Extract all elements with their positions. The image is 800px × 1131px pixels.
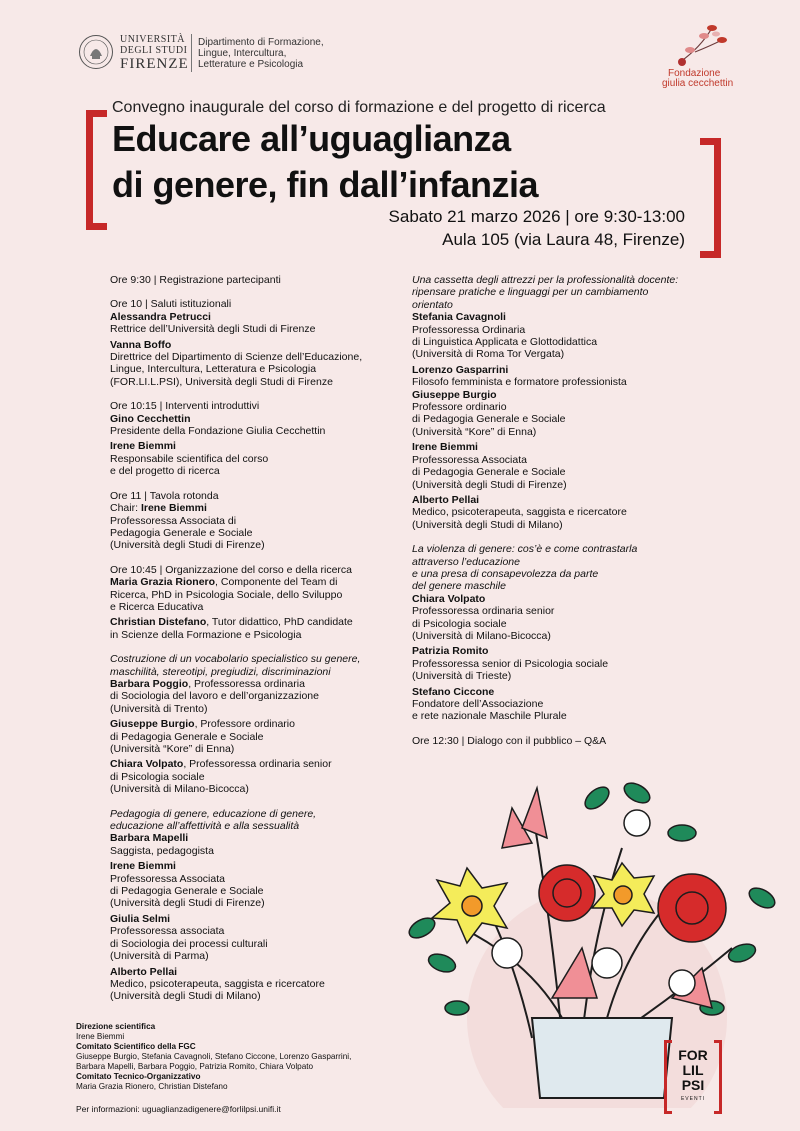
program-text: Filosofo femminista e formatore professionista	[412, 376, 627, 389]
program-line	[110, 351, 400, 363]
program-line	[110, 413, 400, 425]
speaker-name: Giuseppe Burgio	[412, 388, 497, 401]
speaker-name: Barbara Poggio	[110, 677, 189, 690]
program-line	[412, 466, 712, 478]
program-line	[412, 593, 712, 605]
program-line	[412, 710, 712, 722]
program-text: Ore 10:15 | Interventi introduttivi	[110, 400, 260, 413]
program-line	[412, 274, 712, 286]
program-text: Medico, psicoterapeuta, saggista e ricercatore	[412, 506, 627, 519]
program-line	[412, 645, 712, 657]
program-text: , Professoressa ordinaria	[188, 677, 305, 690]
program-line	[412, 543, 712, 555]
program-text: Direttrice del Dipartimento di Scienze dell’Educazione,	[110, 351, 363, 364]
program-line	[110, 502, 400, 514]
program-line	[110, 589, 400, 601]
foundation-name-line1: Fondazione	[668, 68, 721, 79]
program-text: , Componente del Team di	[215, 576, 338, 589]
program-line	[412, 735, 712, 747]
program-line	[412, 605, 712, 617]
program-text: Professoressa ordinaria senior	[412, 605, 555, 618]
program-text: (Università di Parma)	[110, 950, 209, 963]
program-line	[110, 897, 400, 909]
program-text: (Università degli Studi di Firenze)	[110, 539, 265, 552]
speaker-name: Chiara Volpato	[412, 592, 486, 605]
program-text: Saggista, pedagogista	[110, 844, 214, 857]
program-line	[412, 658, 712, 670]
program-text: di Pedagogia Generale e Sociale	[412, 413, 566, 426]
program-block	[110, 274, 400, 286]
event-date: Sabato 21 marzo 2026 | ore 9:30-13:00	[388, 207, 685, 226]
program-line	[412, 479, 712, 491]
program-line	[412, 519, 712, 531]
program-text: (FOR.LI.L.PSI), Università degli Studi di Firenze	[110, 375, 333, 388]
program-line	[110, 400, 400, 412]
program-line	[412, 670, 712, 682]
program-line	[412, 336, 712, 348]
program-line	[110, 376, 400, 388]
program-block	[110, 490, 400, 552]
university-name-line3: FIRENZE	[120, 56, 189, 72]
speaker-name: Alessandra Petrucci	[110, 310, 211, 323]
program-block	[110, 400, 400, 477]
speaker-name: Maria Grazia Rionero	[110, 576, 216, 589]
program-text: (Università di Trieste)	[412, 670, 512, 683]
session-topic: del genere maschile	[412, 580, 506, 593]
flower-branch-icon	[650, 18, 760, 68]
program-text: Professoressa Associata	[412, 453, 527, 466]
program-text: Ore 9:30 | Registrazione partecipanti	[110, 274, 281, 286]
program-line	[110, 885, 400, 897]
program-line	[412, 401, 712, 413]
program-line	[110, 808, 400, 820]
program-line	[412, 441, 712, 453]
department-line: Lingue, Intercultura,	[198, 48, 287, 59]
program-line	[110, 783, 400, 795]
program-line	[412, 324, 712, 336]
credits	[76, 1022, 406, 1092]
program-text: (Università degli Studi di Milano)	[412, 518, 563, 531]
program-line	[412, 389, 712, 401]
program-text: (Università “Kore” di Enna)	[412, 425, 537, 438]
program-text: Lingue, Intercultura, Letteratura e Psicologia	[110, 363, 317, 376]
program-line	[412, 506, 712, 518]
program-text: , Professore ordinario	[194, 718, 295, 731]
forlilpsi-logo	[664, 1040, 722, 1110]
program-line	[110, 820, 400, 832]
session-topic: ripensare pratiche e linguaggi per un cambiamento	[412, 286, 649, 299]
program-line	[412, 580, 712, 592]
program-text: di Pedagogia Generale e Sociale	[110, 730, 264, 743]
program-text: (Università degli Studi di Milano)	[110, 990, 261, 1003]
event-title-line2: di genere, fin dall’infanzia	[112, 164, 539, 205]
program-line	[110, 539, 400, 551]
event-subtitle: Convegno inaugurale del corso di formazione e del progetto di ricerca	[112, 99, 606, 116]
program-text: (Università di Trento)	[110, 702, 208, 715]
program-line	[110, 950, 400, 962]
event-title-line1: Educare all’uguaglianza	[112, 118, 511, 159]
program-line	[110, 718, 400, 730]
contact-info: Per informazioni: uguaglianzadigenere@forlilpsi.unifi.it	[76, 1104, 281, 1114]
speaker-name: Patrizia Romito	[412, 645, 489, 658]
program-line	[110, 690, 400, 702]
speaker-name: Irene Biemmi	[412, 441, 478, 454]
foundation-name-line2: giulia cecchettin	[662, 78, 734, 89]
program-line	[110, 678, 400, 690]
program-block	[110, 808, 400, 1003]
speaker-name: Barbara Mapelli	[110, 832, 189, 845]
program-line	[110, 440, 400, 452]
program-line	[110, 743, 400, 755]
program-line	[412, 426, 712, 438]
program-text: e rete nazionale Maschile Plurale	[412, 710, 567, 723]
program-line	[412, 364, 712, 376]
department-name	[198, 37, 328, 70]
program-line	[412, 299, 712, 311]
program-line	[110, 978, 400, 990]
speaker-name: Giulia Selmi	[110, 912, 171, 925]
right-bracket	[700, 138, 721, 258]
program-text: (Università “Kore” di Enna)	[110, 743, 235, 755]
program-text: di Pedagogia Generale e Sociale	[412, 466, 566, 479]
program-line	[110, 925, 400, 937]
program-text: e del progetto di ricerca	[110, 465, 220, 478]
program-text: Ore 10:45 | Organizzazione del corso e della ricerca	[110, 563, 353, 576]
logo-divider	[191, 34, 192, 72]
session-topic: educazione all’affettività e alla sessualità	[110, 820, 300, 833]
foundation-logo	[650, 18, 760, 90]
program-line	[110, 298, 400, 310]
program-line	[110, 274, 400, 286]
program-line	[110, 465, 400, 477]
program-text: Professoressa associata	[110, 925, 225, 938]
program-line	[110, 860, 400, 872]
program-text: di Pedagogia Generale e Sociale	[110, 885, 264, 898]
session-topic: La violenza di genere: cos’è e come contrastarla	[412, 543, 638, 556]
program-line	[110, 938, 400, 950]
program-text: (Università di Milano-Bicocca)	[412, 629, 551, 642]
program-text: (Università di Milano-Bicocca)	[110, 783, 249, 796]
program-line	[110, 653, 400, 665]
program-line	[110, 990, 400, 1002]
program-block	[412, 543, 712, 723]
speaker-name: Irene Biemmi	[140, 502, 207, 515]
program-right-column	[412, 274, 712, 759]
program-text: Pedagogia Generale e Sociale	[110, 526, 253, 539]
university-name-line1: UNIVERSITÀ	[120, 34, 185, 45]
program-block	[110, 653, 400, 795]
program-line	[412, 311, 712, 323]
program-line	[110, 616, 400, 628]
program-text: di Linguistica Applicata e Glottodidattica	[412, 336, 598, 349]
session-topic: maschilità, stereotipi, pregiudizi, discriminazioni	[110, 665, 331, 678]
session-topic: e una presa di consapevolezza da parte	[412, 567, 599, 580]
program-line	[412, 348, 712, 360]
session-topic: Una cassetta degli attrezzi per la professionalità docente:	[412, 274, 679, 286]
credits-heading: Direzione scientifica	[76, 1022, 156, 1031]
speaker-name: Vanna Boffo	[110, 338, 172, 351]
program-text: in Scienze della Formazione e Psicologia	[110, 628, 302, 641]
program-text: , Professoressa ordinaria senior	[183, 758, 332, 771]
program-left-column	[110, 274, 400, 1015]
department-line: Dipartimento di Formazione,	[198, 37, 324, 48]
program-line	[110, 363, 400, 375]
program-block	[110, 564, 400, 641]
program-line	[110, 845, 400, 857]
program-line	[110, 311, 400, 323]
program-line	[412, 618, 712, 630]
logo-left-bracket	[664, 1040, 672, 1114]
program-line	[412, 556, 712, 568]
credits-text: Irene Biemmi	[76, 1032, 125, 1041]
program-text: Professoressa Associata	[110, 872, 225, 885]
speaker-name: Christian Distefano	[110, 616, 207, 629]
program-line	[412, 698, 712, 710]
credits-text: Maria Grazia Rionero, Christian Distefano	[76, 1082, 228, 1091]
program-text: Professoressa Ordinaria	[412, 323, 526, 336]
program-text: Responsabile scientifica del corso	[110, 452, 269, 465]
program-text: Ore 11 | Tavola rotonda	[110, 489, 219, 502]
speaker-name: Gino Cecchettin	[110, 412, 191, 425]
program-text: Fondatore dell’Associazione	[412, 698, 544, 710]
speaker-name: Alberto Pellai	[110, 965, 178, 978]
program-text: di Psicologia sociale	[412, 617, 507, 630]
session-topic: orientato	[412, 298, 453, 311]
program-text: Ore 10 | Saluti istituzionali	[110, 298, 232, 311]
university-logo	[78, 32, 324, 80]
flower-bouquet-illustration	[382, 768, 800, 1108]
program-line	[110, 339, 400, 351]
credits-heading: Comitato Tecnico-Organizzativo	[76, 1072, 201, 1081]
program-block	[110, 298, 400, 388]
program-line	[412, 568, 712, 580]
program-line	[110, 564, 400, 576]
logo-right-bracket	[714, 1040, 722, 1114]
program-line	[110, 527, 400, 539]
program-text: di Psicologia sociale	[110, 770, 205, 783]
program-text: Professore ordinario	[412, 401, 507, 414]
program-line	[110, 666, 400, 678]
university-name-line2: DEGLI STUDI	[120, 45, 188, 56]
program-line	[412, 413, 712, 425]
program-line	[412, 286, 712, 298]
program-line	[412, 686, 712, 698]
program-text: di Sociologia dei processi culturali	[110, 937, 268, 950]
program-line	[110, 490, 400, 502]
program-text: (Università degli Studi di Firenze)	[412, 478, 567, 491]
program-block	[412, 735, 712, 747]
program-line	[110, 323, 400, 335]
program-line	[110, 873, 400, 885]
logo-line: FOR	[678, 1047, 708, 1063]
program-line	[110, 758, 400, 770]
speaker-name: Chiara Volpato	[110, 758, 184, 771]
program-line	[412, 454, 712, 466]
program-text: Professoressa senior di Psicologia sociale	[412, 657, 609, 670]
university-seal-icon	[78, 34, 114, 70]
program-line	[412, 494, 712, 506]
department-line: Letterature e Psicologia	[198, 59, 304, 70]
program-text: Professoressa Associata di	[110, 514, 237, 527]
program-line	[110, 771, 400, 783]
program-line	[110, 703, 400, 715]
program-line	[110, 966, 400, 978]
program-line	[110, 425, 400, 437]
logo-tagline: EVENTI	[680, 1096, 706, 1102]
program-line	[110, 913, 400, 925]
speaker-name: Stefania Cavagnoli	[412, 311, 506, 324]
program-text: Medico, psicoterapeuta, saggista e ricercatore	[110, 977, 325, 990]
speaker-name: Giuseppe Burgio	[110, 718, 195, 731]
credits-text: Barbara Mapelli, Barbara Poggio, Patrizia Romito, Chiara Volpato	[76, 1062, 314, 1071]
program-line	[110, 731, 400, 743]
event-place: Aula 105 (via Laura 48, Firenze)	[442, 230, 685, 249]
program-text: (Università degli Studi di Firenze)	[110, 897, 265, 910]
program-block	[412, 274, 712, 531]
program-line	[110, 515, 400, 527]
program-line	[110, 832, 400, 844]
session-topic: attraverso l’educazione	[412, 555, 520, 568]
speaker-name: Irene Biemmi	[110, 440, 176, 453]
program-line	[110, 453, 400, 465]
logo-line: PSI	[681, 1077, 705, 1093]
speaker-name: Alberto Pellai	[412, 493, 480, 506]
speaker-name: Stefano Ciccone	[412, 685, 495, 698]
program-line	[412, 630, 712, 642]
left-bracket	[86, 110, 107, 230]
speaker-name: Lorenzo Gasparrini	[412, 363, 509, 376]
program-line	[110, 601, 400, 613]
logo-line: LIL	[682, 1062, 704, 1078]
program-line	[110, 576, 400, 588]
program-text: Presidente della Fondazione Giulia Cecchettin	[110, 425, 326, 438]
session-topic: Costruzione di un vocabolario specialistico su genere,	[110, 653, 361, 666]
program-line	[110, 629, 400, 641]
credits-heading: Comitato Scientifico della FGC	[76, 1042, 196, 1051]
program-text: e Ricerca Educativa	[110, 600, 204, 613]
credits-text: Giuseppe Burgio, Stefania Cavagnoli, Stefano Ciccone, Lorenzo Gasparrini,	[76, 1052, 352, 1061]
program-text: Chair:	[110, 502, 141, 515]
program-text: Ore 12:30 | Dialogo con il pubblico – Q&A	[412, 734, 607, 747]
program-text: di Sociologia del lavoro e dell’organizzazione	[110, 690, 319, 703]
program-text: , Tutor didattico, PhD candidate	[206, 616, 353, 629]
program-text: (Università di Roma Tor Vergata)	[412, 348, 565, 361]
program-text: Rettrice dell’Università degli Studi di Firenze	[110, 323, 316, 336]
program-line	[412, 376, 712, 388]
speaker-name: Irene Biemmi	[110, 860, 176, 873]
session-topic: Pedagogia di genere, educazione di genere,	[110, 807, 317, 820]
program-text: Ricerca, PhD in Psicologia Sociale, dello Sviluppo	[110, 588, 343, 601]
